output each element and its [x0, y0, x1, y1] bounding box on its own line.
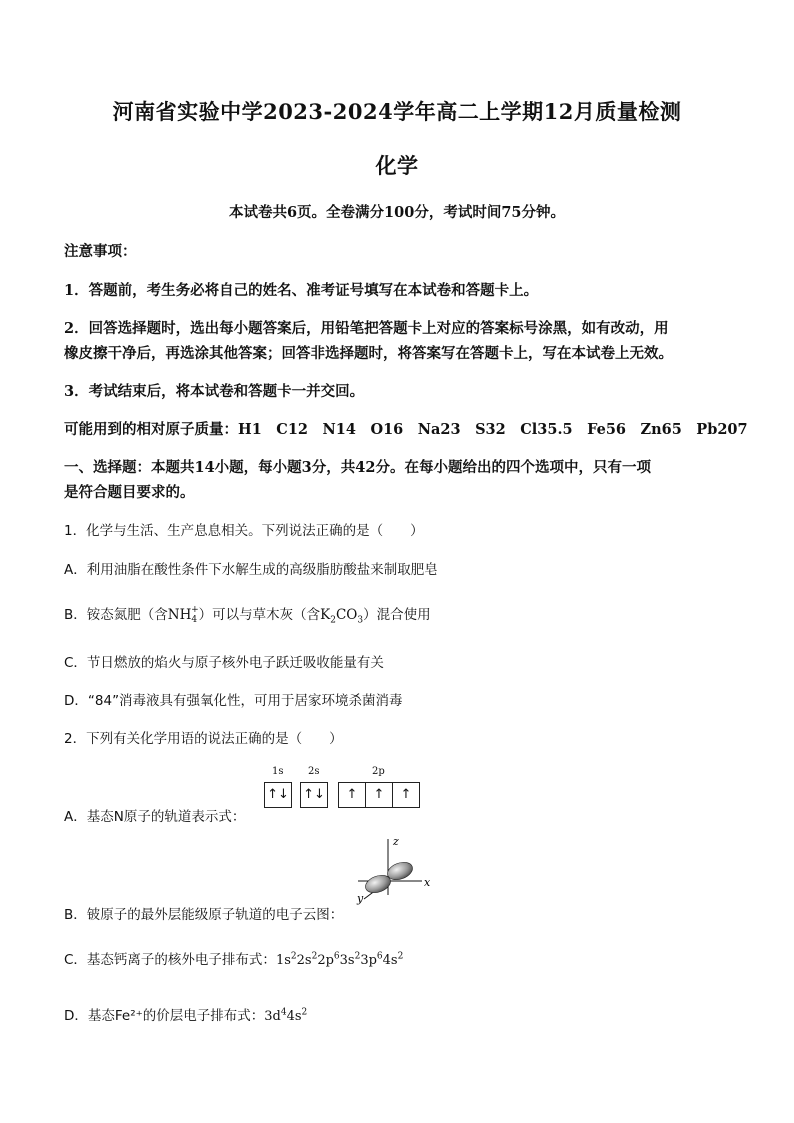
- notice-item-2-cont: 橡皮擦干净后，再选涂其他答案；回答非选择题时，将答案写在答题卡上，写在本试卷上无效。: [64, 345, 673, 362]
- exam-title: 河南省实验中学2023-2024学年高二上学期12月质量检测: [112, 99, 682, 124]
- notice-item-1: 1．答题前，考生务必将自己的姓名、准考证号填写在本试卷和答题卡上。: [64, 282, 539, 299]
- orbital-box-2p: [338, 782, 420, 808]
- up-arrow-icon: ↑: [339, 783, 366, 807]
- y-axis-label: y: [357, 892, 364, 905]
- up-arrow-icon: ↑: [366, 783, 393, 807]
- q1-option-a: A．利用油脂在酸性条件下水解生成的高级脂肪酸盐来制取肥皂: [64, 562, 438, 578]
- q2-option-b: B．铍原子的最外层能级原子轨道的电子云图：: [64, 907, 344, 923]
- paired-arrows-icon: ↑↓: [267, 787, 289, 802]
- q2-stem: 2．下列有关化学用语的说法正确的是（ ）: [64, 731, 343, 747]
- orbital-label-2p: 2p: [372, 766, 385, 777]
- notice-item-2: 2．回答选择题时，选出每小题答案后，用铅笔把答题卡上对应的答案标号涂黑，如有改动，用: [64, 320, 669, 337]
- orbital-box-2s: [300, 782, 328, 808]
- x-axis-label: x: [424, 876, 431, 889]
- up-arrow-icon: ↑: [400, 787, 412, 802]
- exam-info: 本试卷共6页。全卷满分100分，考试时间75分钟。: [228, 204, 566, 221]
- q1-option-c: C．节日燃放的焰火与原子核外电子跃迁吸收能量有关: [64, 655, 384, 671]
- orbital-label-2s: 2s: [308, 766, 320, 777]
- q2-option-d: D．基态Fe²⁺的价层电子排布式：$3d^44s^2$: [64, 1007, 308, 1024]
- section1-line1: 一、选择题：本题共14小题，每小题3分，共42分。在每小题给出的四个选项中，只有一项: [64, 459, 651, 476]
- q2-option-a: A．基态N原子的轨道表示式：: [64, 809, 246, 825]
- q2-option-c: C．基态钙离子的核外电子排布式：$1s^22s^22p^63s^23p^64s^2$: [64, 951, 404, 968]
- q1-option-d: D．“84”消毒液具有强氧化性，可用于居家环境杀菌消毒: [64, 693, 403, 709]
- q1-option-b: B．铵态氮肥（含$NH_4^+$）可以与草木灰（含$K_2CO_3$）混合使用: [64, 605, 431, 626]
- orbital-box-1s: [264, 782, 292, 808]
- subject-title: 化学: [375, 153, 419, 178]
- atomic-mass-line: 可能用到的相对原子质量：H1 C12 N14 O16 Na23 S32 Cl35.5 Fe56 Zn65 Pb207: [64, 421, 748, 438]
- paired-arrows-icon: ↑↓: [303, 787, 325, 802]
- notice-heading: 注意事项：: [64, 243, 137, 260]
- section1-line2: 是符合题目要求的。: [64, 484, 195, 501]
- notice-item-3: 3．考试结束后，将本试卷和答题卡一并交回。: [64, 383, 365, 400]
- z-axis-label: z: [393, 835, 399, 848]
- orbital-diagram: [258, 766, 438, 814]
- p-orbital-cloud-diagram: [352, 833, 442, 913]
- q1-stem: 1．化学与生活、生产息息相关。下列说法正确的是（ ）: [64, 523, 424, 539]
- orbital-label-1s: 1s: [272, 766, 284, 777]
